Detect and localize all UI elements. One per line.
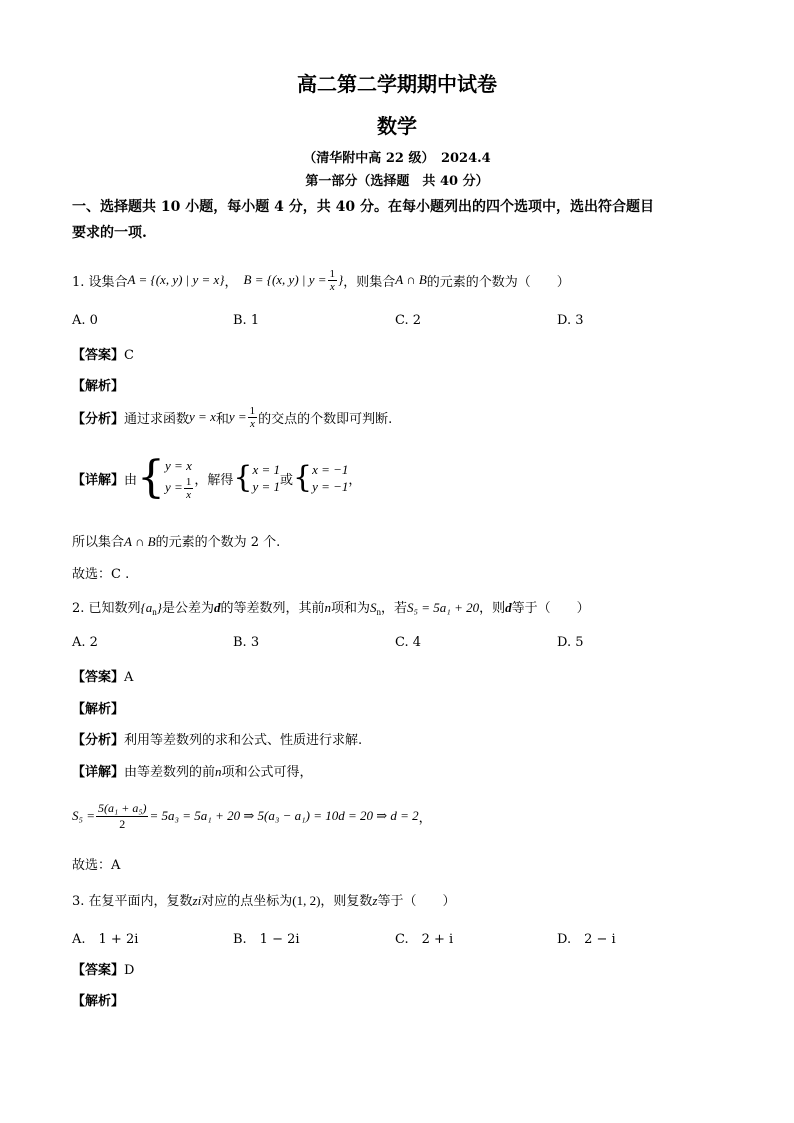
q1-answer [72,344,134,363]
q3-answer-value: D [124,963,135,978]
q2-eq-right: = 5a₃ = 5a₁ + 20 ⇒ 5(a₃ − a₁) = 10d = 20 ⇒ d = 2 [149,808,419,823]
q3-analysis-label [72,990,124,1009]
q1-set-b-num: 1 [329,267,336,280]
q1-fenxi [72,402,392,432]
q1-cap: A ∩ B [395,272,427,287]
part-line: 第一部分（选择题 共 40 分） [305,174,489,189]
q3-z: z [372,893,378,908]
detail-label: 【详解】 [72,472,125,488]
q2-detail-b: 项和公式可得， [221,765,313,780]
q3-point: (1, 2) [292,893,321,908]
q3-text-b: ，则复数 [320,894,373,909]
q1-detail-c: 或 [279,472,293,488]
question-2 [72,597,590,617]
q1-option-c: C. 2 [395,313,422,328]
q1-sys3-row2: y = −1 [312,479,349,494]
q1-system-3 [312,461,348,495]
q1-sys1-row2-left: y = [165,478,183,494]
q1-option-a: A. 0 [72,313,98,328]
q3-text-a: 对应的点坐标为 [201,894,293,909]
q2-option-b: B. 3 [233,635,260,650]
q1-analysis-label [72,375,124,394]
q1-fenxi-eq1: y = x [189,409,216,424]
q1-option-d: D. 3 [557,313,584,328]
q1-fenxi-b: 和 [215,411,229,427]
q1-fenxi-num: 1 [249,404,256,417]
q1-choose: 故选：C . [72,567,130,582]
exam-title: 高二第二学期期中试卷 [297,72,497,96]
q1-suffix-end: 的元素的个数为（ ） [426,274,570,290]
q2-text-d: ，若 [381,601,408,616]
q2-detail-a: 由等差数列的前 [124,765,216,780]
q1-sys1-fraction [184,476,194,501]
exam-subject: 数学 [377,114,417,138]
q2-text-c: 项和为 [330,601,370,616]
q1-sys1-row2 [165,476,194,501]
q1-conclusion-cap: A ∩ B [124,534,156,549]
q2-seq-sub: n [152,607,157,617]
system-brace-3: { [293,460,313,495]
q3-zi: zi [192,893,202,908]
q1-suffix: ，则集合 [343,274,396,290]
school-line: （清华附中高 22 级） 2024.4 [303,151,491,166]
q2-d2: d [505,600,512,615]
q1-conclusion-a: 所以集合 [72,535,125,550]
q2-n: n [324,600,331,615]
q2-condition: S₅ = 5a₁ + 20 [407,600,480,615]
analysis-label: 【解析】 [72,702,125,717]
q1-detail-b: ，解得 [194,472,234,488]
question-3 [72,890,456,909]
q1-fenxi-c: 的交点的个数即可判断. [258,411,393,427]
q1-sys1-den: x [186,488,192,501]
answer-label: 【答案】 [72,670,125,685]
detail-label: 【详解】 [72,765,125,780]
q1-fenxi-fraction [248,405,258,430]
q1-prefix: 1. 设集合 [72,274,128,290]
section-instructions-line1: 一、选择题共 10 小题，每小题 4 分，共 40 分。在每小题列出的四个选项中，选出符合题目 [72,199,654,215]
q2-d: d [213,600,221,615]
q3-answer [72,959,134,978]
q1-sys2-row1: x = 1 [252,462,280,477]
q2-fenxi-text: 利用等差数列的求和公式、性质进行求解. [124,733,363,748]
q2-equation [72,796,432,836]
q1-set-b-den: x [329,280,335,293]
q1-comma: ， [224,274,238,290]
q2-prefix: 2. 已知数列 [72,601,141,616]
q2-s-sub: n [376,607,381,617]
q2-seq-end: } [156,600,162,615]
analysis-label: 【解析】 [72,379,125,394]
q2-option-c: C. 4 [395,635,422,650]
answer-label: 【答案】 [72,348,125,363]
q3-text-c: 等于（ ） [377,894,456,909]
q1-sys2-row2: y = 1 [252,479,280,494]
q2-eq-den: 2 [119,816,126,831]
q3-option-a: A. 1 + 2i [72,932,139,947]
q1-fenxi-den: x [249,417,255,430]
q2-s: S [370,600,377,615]
q2-text-f: 等于（ ） [511,601,590,616]
q1-set-b-right: } [338,272,344,287]
q3-option-b: B. 1 − 2i [233,932,300,947]
q1-system-1 [165,456,194,501]
q1-sys1-num: 1 [185,475,192,488]
q2-eq-num: 5(a₁ + a₅) [98,800,147,815]
q1-conclusion [72,531,280,550]
q2-text-e: ，则 [479,601,506,616]
q1-set-b-fraction [328,268,338,293]
q1-set-b-left: B = {(x, y) | y = [243,272,327,287]
q2-text-a: 是公差为 [161,601,214,616]
system-brace-2: { [233,460,253,495]
q1-sys1-row1: y = x [165,457,192,473]
q2-fenxi [72,729,362,748]
q2-answer [72,666,133,685]
q2-eq-fraction [96,801,148,832]
q1-fenxi-a: 通过求函数 [124,411,190,427]
q2-detail-n: n [215,764,222,779]
q2-answer-value: A [124,670,134,685]
fenxi-label: 【分析】 [72,411,125,427]
q3-option-d: D. 2 − i [557,932,616,947]
answer-label: 【答案】 [72,963,125,978]
system-brace-1: { [137,452,166,503]
q1-answer-value: C [124,348,134,363]
q3-prefix: 3. 在复平面内，复数 [72,894,193,909]
q1-conclusion-b: 的元素的个数为 2 个. [155,535,281,550]
section-instructions-line2: 要求的一项. [72,225,147,241]
q1-detail-a: 由 [124,472,138,488]
q2-option-a: A. 2 [72,635,98,650]
q1-option-b: B. 1 [233,313,260,328]
q3-option-c: C. 2 + i [395,932,454,947]
q1-sys3-row1: x = −1 [312,462,349,477]
q1-detail [72,448,361,508]
q2-eq-left: S₅ = [72,808,96,823]
q1-detail-d: ， [348,472,362,488]
q1-system-2 [252,461,280,495]
analysis-label: 【解析】 [72,994,125,1009]
q2-seq: {a [140,600,153,615]
q1-set-a: A = {(x, y) | y = x} [127,272,225,287]
q2-detail [72,761,313,780]
q2-eq-end: ， [418,810,432,826]
fenxi-label: 【分析】 [72,733,125,748]
q2-analysis-label [72,698,124,717]
q1-fenxi-eq2: y = [228,409,247,424]
q2-text-b: 的等差数列，其前 [220,601,325,616]
q2-option-d: D. 5 [557,635,584,650]
q2-choose: 故选：A [72,858,121,873]
question-1 [72,262,570,298]
